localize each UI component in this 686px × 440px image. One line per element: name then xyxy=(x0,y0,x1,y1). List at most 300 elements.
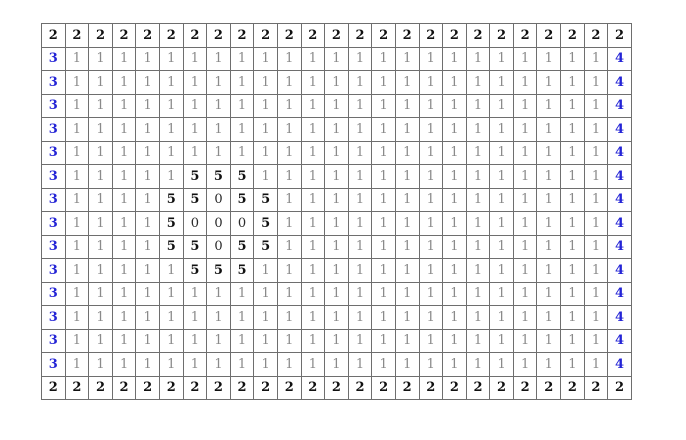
grid-cell: 1 xyxy=(254,353,278,377)
grid-cell: 1 xyxy=(372,118,396,142)
grid-cell: 4 xyxy=(608,259,632,283)
grid-cell: 1 xyxy=(277,353,301,377)
grid-cell: 1 xyxy=(443,165,467,189)
grid-cell: 1 xyxy=(348,306,372,330)
grid-cell: 3 xyxy=(42,94,66,118)
grid-cell: 1 xyxy=(466,47,490,71)
grid-cell: 1 xyxy=(443,282,467,306)
grid-cell: 1 xyxy=(443,71,467,95)
grid-cell: 3 xyxy=(42,47,66,71)
grid-cell: 5 xyxy=(230,235,254,259)
grid-cell: 5 xyxy=(207,165,231,189)
grid-cell: 1 xyxy=(513,165,537,189)
grid-cell: 2 xyxy=(490,24,514,48)
grid-cell: 2 xyxy=(112,376,136,400)
grid-cell: 1 xyxy=(419,306,443,330)
grid-cell: 1 xyxy=(584,71,608,95)
grid-cell: 1 xyxy=(254,165,278,189)
grid-cell: 1 xyxy=(419,165,443,189)
grid-cell: 1 xyxy=(65,188,89,212)
grid-cell: 1 xyxy=(537,165,561,189)
grid-cell: 1 xyxy=(136,188,160,212)
grid-cell: 1 xyxy=(443,235,467,259)
grid-cell: 1 xyxy=(277,235,301,259)
grid-cell: 5 xyxy=(230,165,254,189)
grid-cell: 4 xyxy=(608,188,632,212)
grid-cell: 2 xyxy=(230,24,254,48)
grid-cell: 1 xyxy=(183,141,207,165)
grid-cell: 1 xyxy=(466,165,490,189)
grid-cell: 2 xyxy=(301,24,325,48)
grid-cell: 1 xyxy=(348,235,372,259)
grid-cell: 1 xyxy=(254,329,278,353)
grid-cell: 2 xyxy=(395,24,419,48)
grid-cell: 2 xyxy=(183,376,207,400)
grid-cell: 2 xyxy=(65,376,89,400)
grid-cell: 1 xyxy=(277,71,301,95)
grid-cell: 1 xyxy=(395,235,419,259)
grid-cell: 1 xyxy=(136,165,160,189)
grid-cell: 1 xyxy=(348,118,372,142)
grid-cell: 1 xyxy=(537,329,561,353)
grid-cell: 1 xyxy=(112,94,136,118)
grid-row xyxy=(42,94,632,118)
grid-cell: 5 xyxy=(183,235,207,259)
grid-cell: 1 xyxy=(65,212,89,236)
grid-cell: 1 xyxy=(230,329,254,353)
grid-cell: 1 xyxy=(419,188,443,212)
grid-cell: 1 xyxy=(372,329,396,353)
grid-cell: 3 xyxy=(42,259,66,283)
grid-cell: 1 xyxy=(372,47,396,71)
grid-cell: 2 xyxy=(136,376,160,400)
grid-cell: 1 xyxy=(65,141,89,165)
grid-cell: 4 xyxy=(608,353,632,377)
grid-cell: 5 xyxy=(183,188,207,212)
grid-cell: 1 xyxy=(207,118,231,142)
grid-cell: 1 xyxy=(65,165,89,189)
grid-cell: 2 xyxy=(325,24,349,48)
grid-cell: 2 xyxy=(443,376,467,400)
grid-cell: 1 xyxy=(372,165,396,189)
grid-cell: 1 xyxy=(395,165,419,189)
grid-cell: 1 xyxy=(372,235,396,259)
grid-cell: 1 xyxy=(513,47,537,71)
grid-cell: 1 xyxy=(537,188,561,212)
grid-cell: 1 xyxy=(419,353,443,377)
grid-cell: 1 xyxy=(466,118,490,142)
grid-cell: 1 xyxy=(183,306,207,330)
grid-cell: 1 xyxy=(112,141,136,165)
grid-cell: 1 xyxy=(561,235,585,259)
grid-cell: 1 xyxy=(537,118,561,142)
grid-cell: 1 xyxy=(419,235,443,259)
grid-cell: 0 xyxy=(230,212,254,236)
grid-cell: 1 xyxy=(490,118,514,142)
grid-cell: 1 xyxy=(112,259,136,283)
grid-cell: 4 xyxy=(608,306,632,330)
grid-cell: 1 xyxy=(277,329,301,353)
grid-cell: 1 xyxy=(513,329,537,353)
grid-row xyxy=(42,259,632,283)
grid-cell: 2 xyxy=(490,376,514,400)
grid-cell: 1 xyxy=(89,71,113,95)
grid-cell: 1 xyxy=(513,259,537,283)
grid-cell: 1 xyxy=(230,306,254,330)
grid-cell: 1 xyxy=(89,118,113,142)
grid-cell: 1 xyxy=(277,306,301,330)
grid-cell: 1 xyxy=(207,329,231,353)
grid-cell: 1 xyxy=(136,353,160,377)
grid-cell: 1 xyxy=(443,141,467,165)
grid-cell: 2 xyxy=(419,24,443,48)
grid-cell: 1 xyxy=(183,71,207,95)
grid-cell: 1 xyxy=(325,306,349,330)
grid-cell: 1 xyxy=(301,71,325,95)
grid-cell: 1 xyxy=(537,71,561,95)
grid-cell: 1 xyxy=(301,188,325,212)
grid-cell: 0 xyxy=(207,188,231,212)
grid-cell: 1 xyxy=(561,212,585,236)
grid-cell: 5 xyxy=(159,212,183,236)
grid-cell: 2 xyxy=(561,376,585,400)
grid-cell: 4 xyxy=(608,47,632,71)
grid-cell: 2 xyxy=(325,376,349,400)
grid-cell: 1 xyxy=(513,235,537,259)
grid-cell: 1 xyxy=(159,118,183,142)
grid-cell: 1 xyxy=(207,141,231,165)
grid-cell: 5 xyxy=(207,259,231,283)
grid-cell: 1 xyxy=(561,188,585,212)
grid-cell: 1 xyxy=(112,165,136,189)
grid-cell: 1 xyxy=(466,353,490,377)
grid-cell: 1 xyxy=(490,71,514,95)
grid-cell: 1 xyxy=(89,188,113,212)
grid-cell: 1 xyxy=(443,188,467,212)
grid-cell: 1 xyxy=(513,188,537,212)
grid-cell: 1 xyxy=(325,71,349,95)
grid-cell: 3 xyxy=(42,282,66,306)
grid-cell: 1 xyxy=(466,94,490,118)
grid-cell: 2 xyxy=(254,376,278,400)
grid-cell: 2 xyxy=(183,24,207,48)
grid-cell: 1 xyxy=(301,141,325,165)
grid-cell: 1 xyxy=(348,329,372,353)
grid-cell: 5 xyxy=(159,188,183,212)
grid-cell: 1 xyxy=(325,282,349,306)
grid-cell: 3 xyxy=(42,165,66,189)
grid-cell: 1 xyxy=(183,282,207,306)
grid-cell: 1 xyxy=(443,353,467,377)
grid-cell: 1 xyxy=(65,94,89,118)
grid-cell: 1 xyxy=(466,141,490,165)
grid-cell: 1 xyxy=(466,282,490,306)
grid-row xyxy=(42,306,632,330)
grid-cell: 1 xyxy=(325,353,349,377)
grid-cell: 1 xyxy=(348,353,372,377)
grid-cell: 1 xyxy=(230,141,254,165)
grid-cell: 1 xyxy=(112,212,136,236)
grid-cell: 1 xyxy=(584,212,608,236)
grid-cell: 4 xyxy=(608,118,632,142)
grid-cell: 1 xyxy=(490,212,514,236)
grid-cell: 1 xyxy=(537,141,561,165)
grid-cell: 1 xyxy=(395,306,419,330)
grid-cell: 4 xyxy=(608,141,632,165)
grid-cell: 1 xyxy=(561,47,585,71)
grid-cell: 1 xyxy=(466,329,490,353)
grid-cell: 1 xyxy=(230,47,254,71)
grid-cell: 3 xyxy=(42,306,66,330)
grid-cell: 2 xyxy=(301,376,325,400)
grid-cell: 1 xyxy=(277,165,301,189)
grid-cell: 1 xyxy=(490,329,514,353)
grid-cell: 1 xyxy=(301,212,325,236)
grid-cell: 1 xyxy=(561,329,585,353)
grid-cell: 3 xyxy=(42,71,66,95)
grid-cell: 1 xyxy=(419,94,443,118)
grid-cell: 1 xyxy=(301,118,325,142)
grid-cell: 1 xyxy=(584,94,608,118)
number-grid xyxy=(41,23,632,400)
grid-cell: 1 xyxy=(301,235,325,259)
grid-cell: 1 xyxy=(277,47,301,71)
grid-cell: 1 xyxy=(584,165,608,189)
grid-cell: 1 xyxy=(325,118,349,142)
grid-cell: 1 xyxy=(159,165,183,189)
grid-cell: 1 xyxy=(89,306,113,330)
grid-cell: 1 xyxy=(490,165,514,189)
grid-cell: 1 xyxy=(561,353,585,377)
grid-cell: 1 xyxy=(372,141,396,165)
grid-cell: 1 xyxy=(419,329,443,353)
grid-cell: 1 xyxy=(443,329,467,353)
grid-cell: 2 xyxy=(537,24,561,48)
grid-cell: 1 xyxy=(65,259,89,283)
grid-cell: 2 xyxy=(584,376,608,400)
grid-cell: 1 xyxy=(112,282,136,306)
grid-cell: 1 xyxy=(136,282,160,306)
grid-cell: 1 xyxy=(419,47,443,71)
grid-cell: 0 xyxy=(207,212,231,236)
grid-cell: 1 xyxy=(65,282,89,306)
grid-cell: 1 xyxy=(395,188,419,212)
grid-cell: 0 xyxy=(183,212,207,236)
grid-cell: 1 xyxy=(230,94,254,118)
grid-cell: 1 xyxy=(301,353,325,377)
grid-cell: 1 xyxy=(89,165,113,189)
grid-cell: 1 xyxy=(65,71,89,95)
grid-cell: 1 xyxy=(277,118,301,142)
grid-row xyxy=(42,165,632,189)
grid-cell: 1 xyxy=(136,118,160,142)
grid-cell: 2 xyxy=(466,24,490,48)
grid-cell: 1 xyxy=(537,306,561,330)
grid-cell: 1 xyxy=(348,71,372,95)
grid-cell: 3 xyxy=(42,188,66,212)
grid-cell: 1 xyxy=(112,188,136,212)
grid-cell: 2 xyxy=(348,24,372,48)
grid-body xyxy=(42,24,632,400)
grid-cell: 1 xyxy=(159,282,183,306)
grid-cell: 1 xyxy=(183,329,207,353)
grid-cell: 1 xyxy=(65,118,89,142)
grid-cell: 1 xyxy=(561,141,585,165)
grid-cell: 2 xyxy=(207,24,231,48)
grid-cell: 1 xyxy=(136,141,160,165)
grid-cell: 1 xyxy=(159,353,183,377)
grid-cell: 2 xyxy=(89,376,113,400)
grid-cell: 2 xyxy=(443,24,467,48)
grid-cell: 4 xyxy=(608,282,632,306)
grid-cell: 1 xyxy=(301,94,325,118)
grid-cell: 1 xyxy=(513,71,537,95)
grid-cell: 1 xyxy=(112,353,136,377)
grid-row xyxy=(42,24,632,48)
grid-cell: 1 xyxy=(584,141,608,165)
grid-cell: 1 xyxy=(372,94,396,118)
grid-cell: 1 xyxy=(537,259,561,283)
grid-cell: 1 xyxy=(466,306,490,330)
grid-cell: 2 xyxy=(513,376,537,400)
grid-cell: 1 xyxy=(537,94,561,118)
grid-cell: 1 xyxy=(490,259,514,283)
grid-cell: 1 xyxy=(65,329,89,353)
grid-cell: 1 xyxy=(183,118,207,142)
grid-row xyxy=(42,235,632,259)
grid-cell: 5 xyxy=(254,188,278,212)
grid-cell: 1 xyxy=(348,188,372,212)
grid-cell: 1 xyxy=(112,71,136,95)
grid-cell: 1 xyxy=(561,94,585,118)
grid-cell: 1 xyxy=(537,353,561,377)
grid-cell: 1 xyxy=(136,94,160,118)
grid-cell: 1 xyxy=(372,259,396,283)
grid-cell: 5 xyxy=(230,259,254,283)
grid-cell: 1 xyxy=(584,329,608,353)
grid-cell: 1 xyxy=(372,188,396,212)
grid-cell: 1 xyxy=(348,282,372,306)
grid-cell: 1 xyxy=(372,212,396,236)
grid-cell: 1 xyxy=(395,47,419,71)
grid-cell: 1 xyxy=(136,259,160,283)
grid-cell: 1 xyxy=(301,259,325,283)
grid-cell: 1 xyxy=(419,212,443,236)
grid-cell: 1 xyxy=(159,47,183,71)
grid-cell: 1 xyxy=(325,259,349,283)
grid-cell: 3 xyxy=(42,141,66,165)
grid-cell: 1 xyxy=(159,329,183,353)
grid-cell: 1 xyxy=(561,165,585,189)
grid-cell: 1 xyxy=(325,94,349,118)
grid-cell: 1 xyxy=(89,353,113,377)
grid-cell: 1 xyxy=(561,259,585,283)
grid-cell: 2 xyxy=(537,376,561,400)
grid-cell: 3 xyxy=(42,329,66,353)
grid-cell: 2 xyxy=(372,376,396,400)
grid-cell: 1 xyxy=(372,353,396,377)
grid-cell: 2 xyxy=(159,24,183,48)
grid-cell: 2 xyxy=(254,24,278,48)
grid-cell: 1 xyxy=(254,94,278,118)
grid-cell: 1 xyxy=(466,212,490,236)
grid-cell: 1 xyxy=(395,353,419,377)
grid-cell: 1 xyxy=(490,282,514,306)
grid-cell: 1 xyxy=(112,118,136,142)
grid-cell: 2 xyxy=(419,376,443,400)
grid-cell: 1 xyxy=(89,282,113,306)
grid-cell: 1 xyxy=(490,306,514,330)
grid-cell: 1 xyxy=(584,235,608,259)
grid-cell: 2 xyxy=(277,376,301,400)
grid-cell: 4 xyxy=(608,94,632,118)
grid-cell: 1 xyxy=(159,94,183,118)
grid-cell: 2 xyxy=(466,376,490,400)
grid-row xyxy=(42,282,632,306)
grid-cell: 1 xyxy=(325,47,349,71)
grid-cell: 1 xyxy=(207,306,231,330)
grid-cell: 1 xyxy=(584,118,608,142)
grid-cell: 1 xyxy=(443,118,467,142)
grid-cell: 1 xyxy=(112,47,136,71)
grid-cell: 1 xyxy=(395,71,419,95)
grid-cell: 5 xyxy=(183,259,207,283)
grid-cell: 1 xyxy=(584,306,608,330)
grid-cell: 2 xyxy=(277,24,301,48)
grid-cell: 1 xyxy=(443,259,467,283)
grid-cell: 1 xyxy=(207,282,231,306)
grid-cell: 2 xyxy=(608,376,632,400)
grid-cell: 1 xyxy=(301,165,325,189)
grid-cell: 1 xyxy=(301,306,325,330)
grid-cell: 1 xyxy=(277,259,301,283)
grid-cell: 1 xyxy=(277,94,301,118)
grid-cell: 5 xyxy=(254,235,278,259)
grid-cell: 1 xyxy=(561,282,585,306)
grid-row xyxy=(42,188,632,212)
grid-cell: 1 xyxy=(372,282,396,306)
grid-cell: 1 xyxy=(230,353,254,377)
grid-cell: 1 xyxy=(254,47,278,71)
grid-cell: 1 xyxy=(207,71,231,95)
grid-cell: 2 xyxy=(608,24,632,48)
grid-cell: 5 xyxy=(159,235,183,259)
grid-cell: 1 xyxy=(419,282,443,306)
grid-cell: 0 xyxy=(207,235,231,259)
grid-cell: 1 xyxy=(513,282,537,306)
grid-cell: 1 xyxy=(584,188,608,212)
grid-cell: 1 xyxy=(395,141,419,165)
grid-cell: 1 xyxy=(89,141,113,165)
grid-cell: 1 xyxy=(466,71,490,95)
grid-cell: 1 xyxy=(490,47,514,71)
grid-cell: 1 xyxy=(89,212,113,236)
grid-cell: 1 xyxy=(254,306,278,330)
grid-cell: 1 xyxy=(537,282,561,306)
grid-cell: 1 xyxy=(537,212,561,236)
grid-cell: 5 xyxy=(183,165,207,189)
grid-row xyxy=(42,353,632,377)
grid-cell: 2 xyxy=(42,24,66,48)
grid-cell: 1 xyxy=(490,141,514,165)
grid-cell: 1 xyxy=(395,94,419,118)
grid-cell: 2 xyxy=(395,376,419,400)
grid-cell: 1 xyxy=(207,94,231,118)
grid-cell: 1 xyxy=(513,306,537,330)
grid-cell: 1 xyxy=(207,47,231,71)
grid-cell: 1 xyxy=(490,188,514,212)
grid-cell: 1 xyxy=(466,188,490,212)
